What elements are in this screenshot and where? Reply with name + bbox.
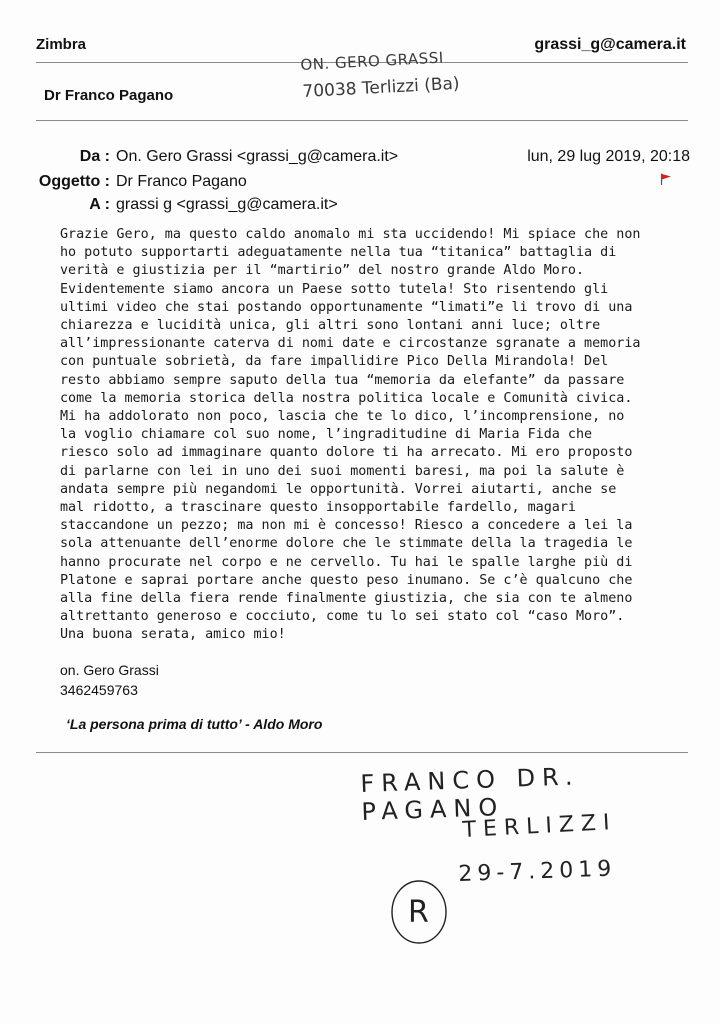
- body-line: come la memoria storica della nostra politica locale e Comunità civica.: [60, 390, 633, 406]
- signature-quote: ‘La persona prima di tutto’ - Aldo Moro: [66, 716, 323, 732]
- subject-value: Dr Franco Pagano: [116, 173, 247, 190]
- body-line: all’impressionante caterva di nomi date e circostanze sgranate a memoria: [60, 336, 641, 352]
- handwritten-city: TERLIZZI: [462, 809, 618, 843]
- message-body: [60, 226, 700, 645]
- circled-r-mark: [388, 878, 452, 946]
- to-label: A :: [89, 196, 110, 213]
- title-divider: [36, 120, 688, 121]
- body-line: Evidentemente siamo ancora un Paese sotto tutela! Sto risentendo gli: [60, 281, 609, 297]
- user-email: grassi_g@camera.it: [534, 36, 686, 53]
- app-name: Zimbra: [36, 36, 87, 53]
- body-line: hanno procurate nel corpo e ne cervello. Tu hai le spalle larghe più di: [60, 554, 633, 570]
- body-line: staccandone un pezzo; ma non mi è concesso! Riesco a concedere a lei la: [60, 518, 633, 534]
- body-line: ho potuto supportarti adeguatamente nella tua “titanica” battaglia di: [60, 245, 617, 261]
- signature-phone: 3462459763: [60, 682, 138, 698]
- body-line: chiarezza e lucidità unica, gli altri sono lontani anni luce; oltre: [60, 318, 601, 334]
- handwritten-date: 29-7.2019: [458, 856, 617, 887]
- signature-name: on. Gero Grassi: [60, 662, 159, 678]
- from-value: On. Gero Grassi <grassi_g@camera.it>: [116, 148, 399, 165]
- body-line: altrettanto generoso e cocciuto, come tu lo sei stato col “caso Moro”.: [60, 609, 625, 625]
- body-line: Una buona serata, amico mio!: [60, 627, 286, 643]
- body-line: resto abbiamo sempre saputo della tua “memoria da elefante” da passare: [60, 372, 625, 388]
- message-date: lun, 29 lug 2019, 20:18: [527, 148, 690, 165]
- stamp-line1: ON. GERO GRASSI: [300, 48, 445, 74]
- circled-r-letter: R: [408, 895, 429, 930]
- body-line: con puntuale sobrietà, da fare impallidire Pico Della Mirandola! Del: [60, 354, 609, 370]
- subject-title: Dr Franco Pagano: [44, 87, 174, 104]
- body-line: Grazie Gero, ma questo caldo anomalo mi sta uccidendo! Mi spiace che non: [60, 227, 641, 242]
- to-value: grassi g <grassi_g@camera.it>: [116, 196, 338, 213]
- body-line: riesco solo ad immaginare quanto dolore ti ha arrecato. Mi ero proposto: [60, 445, 633, 461]
- subject-label: Oggetto :: [38, 173, 110, 190]
- footer-divider: [36, 752, 688, 753]
- body-line: sola attenuante dell’enorme dolore che le stimmate della la tragedia le: [60, 536, 633, 552]
- body-line: verità e giustizia per il “martirio” del nostro grande Aldo Moro.: [60, 263, 585, 279]
- body-line: andata sempre più negandomi le opportunità. Vorrei aiutarti, anche se: [60, 481, 617, 497]
- from-label: Da :: [79, 148, 110, 165]
- body-line: mal ridotto, a trascinare questo insopportabile fardello, magari: [60, 500, 576, 516]
- red-flag-icon[interactable]: [660, 172, 672, 184]
- body-line: la voglio chiamare col suo nome, l’ingraditudine di Maria Fida che: [60, 427, 593, 443]
- body-line: ultimi video che stai postando opportunamente “limati”e li trovo di una: [60, 299, 633, 315]
- stamp-line2: 70038 Terlizzi (Ba): [302, 73, 461, 102]
- handwritten-name: FRANCO DR. PAGANO: [360, 762, 580, 826]
- body-line: di parlarne con lei in uno dei suoi momenti baresi, ma poi la salute è: [60, 463, 625, 479]
- body-line: alla fine della fiera rende finalmente giustizia, che sia con te almeno: [60, 591, 633, 607]
- body-line: Mi ha addolorato non poco, lascia che te lo dico, l’incomprensione, no: [60, 409, 625, 425]
- body-line: Platone e saprai portare anche questo peso inumano. Se c’è qualcuno che: [60, 572, 633, 588]
